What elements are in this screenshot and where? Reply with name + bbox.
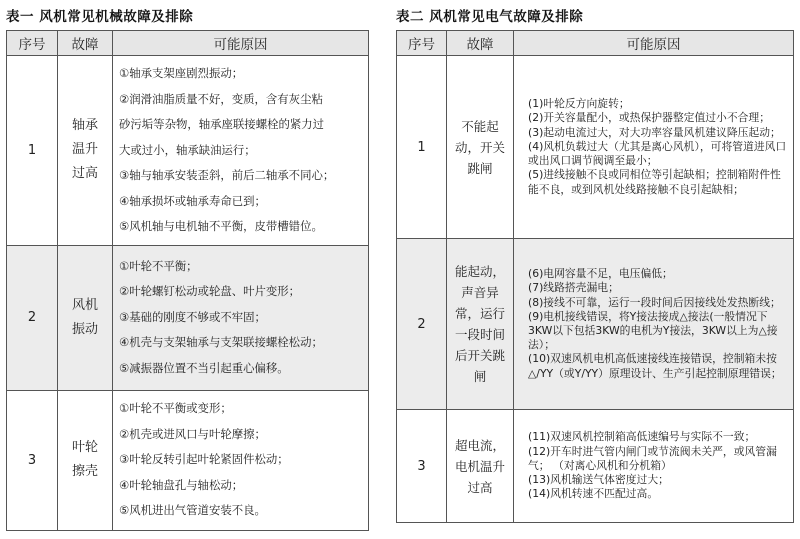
row-index: 2	[397, 239, 447, 410]
cause-line: (12)开车时进气管内闸门或节流阀未关严，或风管漏气； （对离心风机和分机箱）	[528, 444, 777, 472]
cause-line: ①叶轮不平衡或变形；	[119, 401, 232, 416]
electrical-table-title: 表二 风机常见电气故障及排除	[396, 9, 584, 25]
cause-line: (8)接线不可靠，运行一段时间后因接线处发热断线；	[528, 295, 781, 309]
electrical-faults-table	[396, 30, 794, 523]
cause-line: 砂污垢等杂物，轴承座联接螺栓的紧力过	[119, 117, 325, 131]
row-causes	[113, 390, 369, 530]
mechanical-faults-table	[6, 30, 369, 531]
cause-line: ②润滑油脂质量不好，变质，含有灰尘粘	[119, 91, 323, 106]
header-causes: 可能原因	[514, 31, 794, 56]
row-causes	[514, 410, 794, 523]
cause-line: ④机壳与支架轴承与支架联接螺栓松动；	[119, 335, 323, 350]
cause-line: (10)双速风机电机高低速接线连接错误，控制箱未按△/YY（或Y/YY）原理设计、生产引起控制原理错误；	[528, 352, 782, 380]
cause-line: (6)电网容量不足，电压偏低；	[528, 267, 673, 281]
cause-line: (14)风机转速不匹配过高。	[528, 487, 659, 501]
cause-line: ③叶轮反转引起叶轮紧固件松动；	[119, 452, 289, 467]
cause-line: ②机壳或进风口与叶轮摩擦；	[119, 426, 266, 441]
table-row	[7, 245, 369, 390]
table-header-row	[397, 31, 794, 56]
header-fault: 故障	[58, 31, 113, 56]
cause-line: (4)风机负载过大（尤其是离心风机），可将管道进风口或出风口调节阀调至最小；	[528, 139, 787, 168]
header-index: 序号	[7, 31, 58, 56]
header-index: 序号	[397, 31, 447, 56]
cause-line: (3)起动电流过大，对大功率容量风机建议降压起动；	[528, 125, 781, 139]
table-row	[397, 239, 794, 410]
cause-line: (5)进线接触不良或同相位等引起缺相；控制箱附件性能不良，或到风机处线路接触不良引起缺相；	[528, 168, 781, 196]
cause-line: ⑤风机进出气管道安装不良。	[119, 503, 266, 518]
table-row	[397, 56, 794, 239]
cause-line: ①轴承支架座剧烈振动；	[119, 66, 244, 80]
row-index: 3	[397, 410, 447, 523]
row-index: 1	[397, 56, 447, 239]
mechanical-faults-panel	[6, 0, 369, 531]
row-causes	[514, 56, 794, 239]
cause-line: ②叶轮螺钉松动或轮盘、叶片变形；	[119, 284, 301, 299]
cause-line: (1)叶轮反方向旋转；	[528, 97, 630, 111]
table-row	[397, 410, 794, 523]
cause-line: ⑤风机轴与电机轴不平衡，皮带槽错位。	[119, 219, 323, 233]
row-index: 1	[7, 56, 58, 246]
cause-line: ④轴承损坏或轴承寿命已到；	[119, 193, 266, 208]
table-row	[7, 56, 369, 246]
row-fault: 风机振动	[58, 245, 113, 390]
cause-line: ③基础的刚度不够或不牢固；	[119, 309, 266, 324]
header-causes: 可能原因	[113, 31, 369, 56]
cause-line: (2)开关容量配小，或热保护器整定值过小不合理；	[528, 111, 771, 125]
cause-line: (13)风机输送气体密度过大；	[528, 473, 669, 487]
row-fault: 超电流，电机温升过高	[447, 410, 514, 523]
table-row	[7, 390, 369, 530]
cause-line: (7)线路搭壳漏电；	[528, 281, 619, 295]
header-fault: 故障	[447, 31, 514, 56]
row-fault: 叶轮擦壳	[58, 390, 113, 530]
cause-line: 大或过小，轴承缺油运行；	[119, 142, 256, 157]
cause-line: (11)双速风机控制箱高低速编号与实际不一致；	[528, 430, 756, 444]
row-fault: 轴承温升过高	[58, 56, 113, 246]
row-fault: 能起动，声音异常，运行一段时间后开关跳闸	[447, 239, 514, 410]
row-causes	[113, 245, 369, 390]
cause-line: ③轴与轴承安装歪斜，前后二轴承不同心；	[119, 168, 335, 182]
cause-line: ④叶轮轴盘孔与轴松动；	[119, 477, 244, 492]
cause-line: ①叶轮不平衡；	[119, 258, 198, 273]
electrical-faults-panel	[396, 0, 794, 523]
row-index: 2	[7, 245, 58, 390]
row-index: 3	[7, 390, 58, 530]
table-header-row	[7, 31, 369, 56]
mechanical-table-title: 表一 风机常见机械故障及排除	[6, 9, 194, 25]
cause-line: (9)电机接线错误，将Y接法接成△接法(一般情况下3KW以下包括3KW的电机为Y接法，3KW以上为△接法）；	[528, 309, 778, 352]
row-causes	[514, 239, 794, 410]
row-causes	[113, 56, 369, 246]
cause-line: ⑤减振器位置不当引起重心偏移。	[119, 360, 289, 375]
row-fault: 不能起动，开关跳闸	[447, 56, 514, 239]
